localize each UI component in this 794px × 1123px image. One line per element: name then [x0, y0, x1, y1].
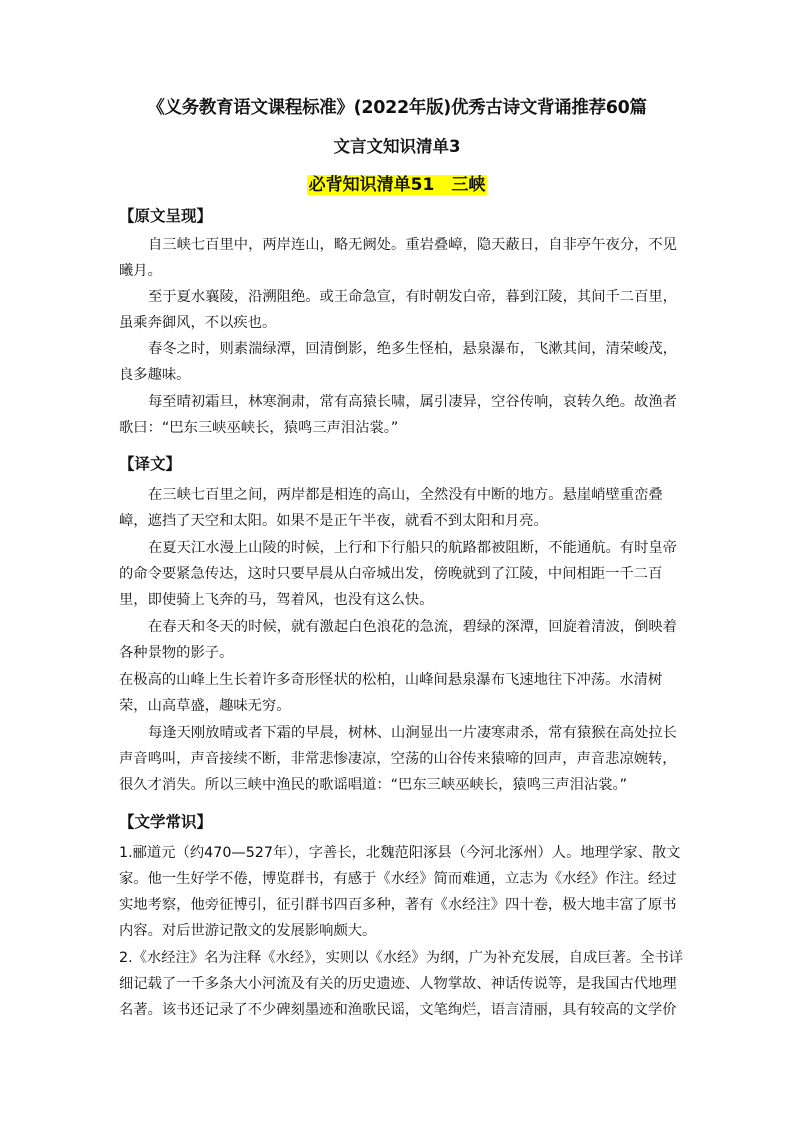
section-title: [0, 170, 794, 195]
original-paragraph: 至于夏水襄陵，沿溯阻绝。或王命急宣，有时朝发白帝，暮到江陵，其间千二百里，虽乘奔御风，不以疾也。: [119, 289, 677, 331]
original-paragraph: 每至晴初霜旦，林寒涧肃，常有高猿长啸，属引凄异，空谷传响，哀转久绝。故渔者歌曰：“巴东三峡巫峡长，猿鸣三声泪沾裳。”: [119, 394, 677, 436]
translation-heading: 【译文】: [119, 455, 182, 473]
literature-heading: 【文学常识】: [119, 813, 213, 831]
original-paragraph: 春冬之时，则素湍绿潭，回清倒影，绝多生怪柏，悬泉瀑布，飞漱其间，清荣峻茂，良多趣味。: [119, 341, 677, 383]
translation-paragraph: 在极高的山峰上生长着许多奇形怪状的松柏，山峰间悬泉瀑布飞速地往下冲荡。水清树荣，山高草盛，趣味无穷。: [119, 672, 663, 714]
literature-paragraph: 1.郦道元（约470—527年），字善长，北魏范阳涿县（今河北涿州）人。地理学家、散文家。他一生好学不倦，博览群书，有感于《水经》简而难通，立志为《水经》作注。经过实地考察，他旁征博引，征引群书四百多种，著有《水经注》四十卷，极大地丰富了原书内容。对后世游记散文的发展影响颇大。: [119, 845, 681, 939]
highlighted-title: 必背知识清单51 三峡: [308, 175, 486, 195]
original-text-heading: 【原文呈现】: [119, 207, 213, 225]
literature-paragraph: 2.《水经注》名为注释《水经》，实则以《水经》为纲，广为补充发展，自成巨著。全书详细记载了一千多条大小河流及有关的历史遗迹、人物掌故、神话传说等，是我国古代地理名著。该书还记录了不少碑刻墨迹和渔歌民谣，文笔绚烂，语言清丽，具有较高的文学价: [119, 950, 684, 1018]
translation-paragraph: 在春天和冬天的时候，就有激起白色浪花的急流，碧绿的深潭，回旋着清波，倒映着各种景物的影子。: [119, 619, 677, 661]
document-title: 《义务教育语文课程标准》(2022年版)优秀古诗文背诵推荐60篇: [147, 98, 647, 118]
translation-paragraph: 每逢天刚放晴或者下霜的早晨，树林、山涧显出一片凄寒肃杀，常有猿猴在高处拉长声音鸣叫，声音接续不断，非常悲惨凄凉，空荡的山谷传来猿啼的回声，声音悲凉婉转，很久才消失。所以三峡中渔民的歌谣唱道：“巴东三峡巫峡长，猿鸣三声泪沾裳。”: [119, 725, 677, 793]
translation-paragraph: 在三峡七百里之间，两岸都是相连的高山，全然没有中断的地方。悬崖峭壁重峦叠嶂，遮挡了天空和太阳。如果不是正午半夜，就看不到太阳和月亮。: [119, 487, 663, 529]
original-paragraph: 自三峡七百里中，两岸连山，略无阙处。重岩叠嶂，隐天蔽日，自非亭午夜分，不见曦月。: [119, 237, 677, 279]
document-subtitle: 文言文知识清单3: [333, 137, 461, 156]
translation-paragraph: 在夏天江水漫上山陵的时候，上行和下行船只的航路都被阻断，不能通航。有时皇帝的命令要紧急传达，这时只要早晨从白帝城出发，傍晚就到了江陵，中间相距一千二百里，即使骑上飞奔的马，驾着风，也没有这么快。: [119, 540, 677, 608]
